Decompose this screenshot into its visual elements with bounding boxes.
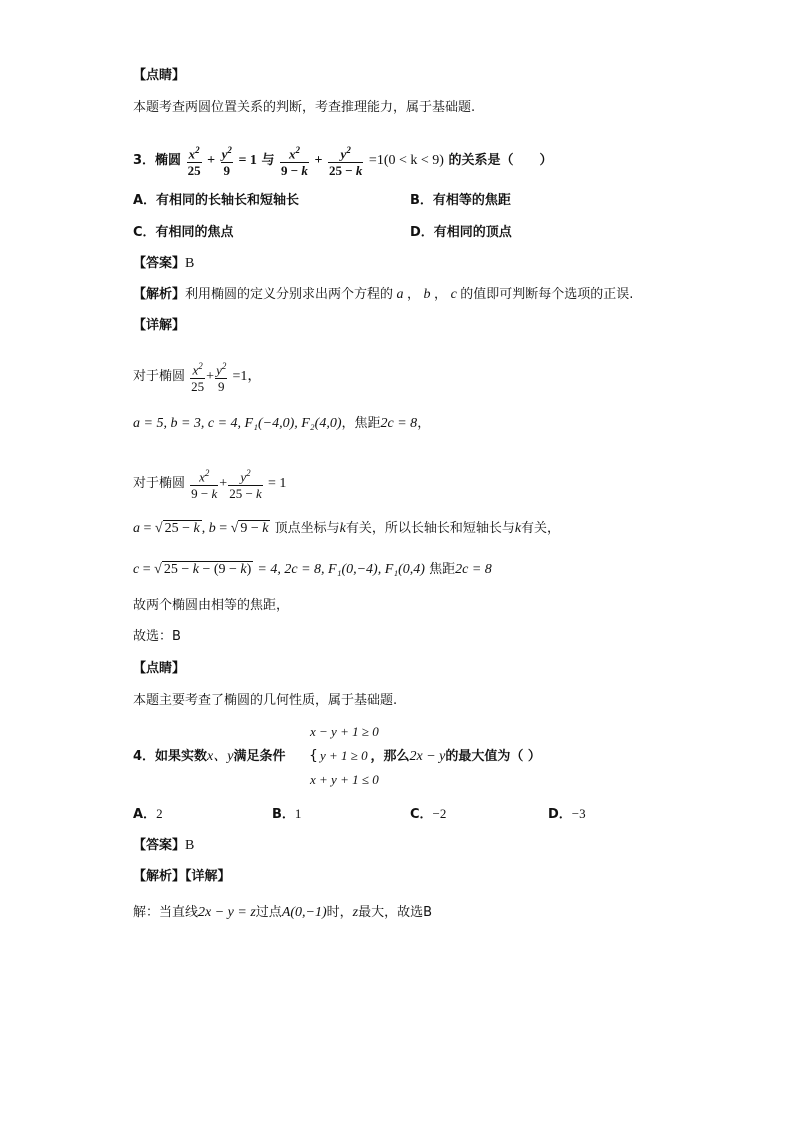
option-label: A． [133,807,157,822]
option-label: B． [272,807,295,822]
q4-prefix: 4．如果实数 [133,749,208,764]
q3-answer [133,254,194,274]
option-value: −3 [571,806,586,821]
option-label: D． [548,807,572,822]
q4-option-a [133,804,163,825]
option-label: C． [410,807,433,822]
detail-text: 对于椭圆 [133,369,186,385]
q3-prefix: 3．椭圆 [133,153,182,169]
detail-text: 有关，所以长轴长和短轴长与 [345,521,515,536]
q4-vars: x、y [207,749,234,764]
sqrt-symbol: √ 9 − k [230,521,269,536]
question-3: 3．椭圆 $\frac{x^2}{25}$ + $\frac{y^2}{9}$ = 1 与 $\frac{x^2}{9 - k}$ + $\frac{y^2}{25 - k}$ =1(0 < k < 9) 的关系是（ ） [133,142,552,179]
option-value: −2 [432,806,447,821]
option-value: 1 [294,806,302,821]
answer-value: B [185,256,195,271]
q3-detail-line3: 对于椭圆 $\frac{x^2}{9 - k}$ + $\frac{y^2}{25 - k}$ = 1 [133,465,286,502]
detail-text: ，焦距 [341,416,381,431]
q4-option-d [548,804,586,825]
fraction-x2-25: $\frac{x^2}{25}$ [187,142,202,179]
math-expr: = 4, 2c = 8, F₁(0,−4), F₁(0,4) [257,562,425,577]
q4-condition-1: x − y + 1 ≥ 0 [310,724,379,739]
fraction-x2-25: $\frac{x^2}{25}$ [190,358,205,395]
q4-suffix2: 的最大值为（ ） [445,749,541,764]
q4-condition-2: y + 1 ≥ 0 [320,748,368,763]
math-expr: z [352,905,359,920]
solution-text: 最大，故选B [358,905,433,920]
fraction-x2-9k: $\frac{x^2}{9 - k}$ [190,465,218,502]
detail-text: 顶点坐标与 [274,521,340,536]
q3-detail-line1: 对于椭圆 $\frac{x^2}{25}$ + $\frac{y^2}{9}$ =1， [133,358,261,395]
math-expr: 2c = 8 [455,562,492,577]
q4-option-b [272,804,301,825]
fraction-y2-9: $\frac{y^2}{9}$ [221,142,233,179]
q3-option-b: B．有相等的焦距 [410,193,511,208]
detail-text: 焦距 [429,562,456,577]
q3-point-label: 【点睛】 [133,661,186,676]
q3-detail-line2 [133,414,430,434]
option-value: 2 [156,806,163,821]
math-expr: A(0,−1) [281,905,327,920]
detail-eq: =1， [232,369,262,385]
fraction-y2-9: $\frac{y^2}{9}$ [215,358,227,395]
q4-solution [133,903,432,923]
solution-text: 时， [326,905,353,920]
brace-icon: { [309,748,318,764]
q3-detail-line7: 故选：B [133,629,181,644]
fraction-x2-9k: $\frac{x^2}{9 - k}$ [280,142,309,179]
answer-label: 【答案】 [133,838,186,853]
detail-text: 有关， [521,521,561,536]
q3-cond: =1(0 < k < 9) [368,153,444,169]
answer-value: B [185,838,195,853]
q4-condition-3: x + y + 1 ≤ 0 [310,772,379,787]
analysis-text: 利用椭圆的定义分别求出两个方程的 [185,287,394,302]
q3-mid: 与 [261,153,275,169]
detail-text: ， [417,416,431,431]
math-expr: a = 5, b = 3, c = 4, F₁(−4,0), F₂(4,0) [133,416,342,431]
fraction-y2-25k: $\frac{y^2}{25 - k}$ [228,465,263,502]
q4-analysis-label: 【解析】【详解】 [133,869,231,884]
section-heading-dianjing: 【点睛】 [133,68,186,83]
q4-answer [133,836,194,856]
detail-text: 对于椭圆 [133,476,186,492]
q3-detail-line4: a = √ 25 − k , b = √ 9 − k 顶点坐标与k有关，所以长轴长和短轴长与k有关， [133,519,560,539]
q3-point-text: 本题主要考查了椭圆的几何性质，属于基础题. [133,693,398,708]
q4-option-c [410,804,446,825]
q3-detail-label: 【详解】 [133,318,186,333]
solution-text: 解：当直线 [133,905,199,920]
sqrt-symbol: √ 25 − k [154,521,200,536]
q3-suffix: 的关系是（ ） [448,153,553,169]
analysis-text-end: 的值即可判断每个选项的正误. [460,287,634,302]
math-expr: 2x − y = z [198,905,256,920]
q4-suffix1: ，那么 [370,749,410,764]
fraction-y2-25k: $\frac{y^2}{25 - k}$ [328,142,363,179]
q3-option-d: D．有相同的顶点 [410,225,512,240]
sqrt-symbol: √ 25 − k − (9 − k) [154,562,252,577]
q4-mid: 满足条件 [233,749,286,764]
q3-option-c: C．有相同的焦点 [133,225,234,240]
q3-option-a: A．有相同的长轴长和短轴长 [133,193,300,208]
solution-text: 过点 [255,905,282,920]
answer-label: 【答案】 [133,256,186,271]
q3-detail-line6: 故两个椭圆由相等的焦距， [133,598,290,613]
q3-analysis: 【解析】利用椭圆的定义分别求出两个方程的 a ， b ， c 的值即可判断每个选项的正误. [133,287,634,302]
detail-eq: = 1 [267,476,287,492]
section-text: 本题考查两圆位置关系的判断，考查推理能力，属于基础题. [133,100,476,115]
q4-expr: 2x − y [409,749,446,764]
math-expr: 2c = 8 [380,416,418,431]
question-4 [133,747,541,767]
q3-detail-line5: c = √ 25 − k − (9 − k) = 4, 2c = 8, F₁(0,−4), F₁(0,4) 焦距2c = 8 [133,560,492,580]
analysis-label: 【解析】 [133,287,186,302]
